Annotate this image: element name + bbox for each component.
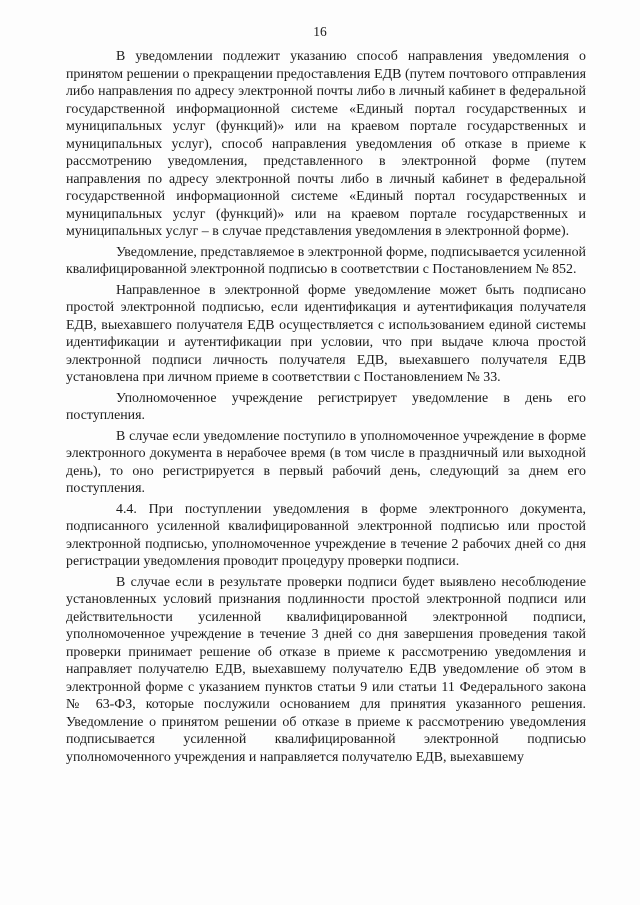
document-body [66, 48, 586, 766]
paragraph-registration: Уполномоченное учреждение регистрирует уведомление в день его поступления. [66, 390, 586, 423]
paragraph-signature-check: 4.4. При поступлении уведомления в форме электронного документа, подписанного усиленной квалифицированной электронной подписью или простой электронной подписью, уполномоченное учреждение в течение 2 рабочих дней со дня регистрации уведомления проводит процедуру проверки подписи. [66, 501, 586, 569]
paragraph-simple-signature: Направленное в электронной форме уведомление может быть подписано простой электронной подписью, если идентификация и аутентификация получателя ЕДВ, выехавшего получателя ЕДВ осуществляется с использованием единой системы идентификации и аутентификации при условии, что при выдаче ключа простой электронной подписи личность получателя ЕДВ, выехавшего получателя ЕДВ установлена при личном приеме в соответствии с Постановлением № 33. [66, 282, 586, 385]
page-number: 16 [313, 24, 327, 39]
paragraph-non-working-time: В случае если уведомление поступило в уполномоченное учреждение в форме электронного документа в нерабочее время (в том числе в праздничный или выходной день), то оно регистрируется в первый рабочий день, следующий за днем его поступления. [66, 428, 586, 496]
paragraph-refusal: В случае если в результате проверки подписи будет выявлено несоблюдение установленных условий признания подлинности простой электронной подписи или действительности усиленной квалифицированной электронной подписи, уполномоченное учреждение в течение 3 дней со дня завершения проведения такой проверки принимает решение об отказе в приеме к рассмотрению уведомления и направляет получателю ЕДВ, выехавшему получателю ЕДВ уведомление об этом в электронной форме с указанием пунктов статьи 9 или статьи 11 Федерального закона № 63-ФЗ, которые послужили основанием для принятия указанного решения. Уведомление о принятом решении об отказе в приеме к рассмотрению уведомления подписывается усиленной квалифицированной электронной подписью уполномоченного учреждения и направляется получателю ЕДВ, выехавшему [66, 574, 586, 765]
paragraph-notification-method: В уведомлении подлежит указанию способ направления уведомления о принятом решении о прекращении предоставления ЕДВ (путем почтового отправления либо направления по адресу электронной почты либо в личный кабинет в федеральной государственной информационной системе «Единый портал государственных и муниципальных услуг (функций)» или на краевом портале государственных и муниципальных услуг), способ направления уведомления об отказе в приеме к рассмотрению уведомления, представленного в электронной форме (путем направления по адресу электронной почты либо в личный кабинет в федеральной государственной информационной системе «Единый портал государственных и муниципальных услуг (функций)» или на краевом портале государственных и муниципальных услуг – в случае представления уведомления в электронной форме). [66, 49, 586, 239]
paragraph-qualified-signature: Уведомление, представляемое в электронной форме, подписывается усиленной квалифицированной электронной подписью в соответствии с Постановлением № 852. [66, 244, 586, 277]
